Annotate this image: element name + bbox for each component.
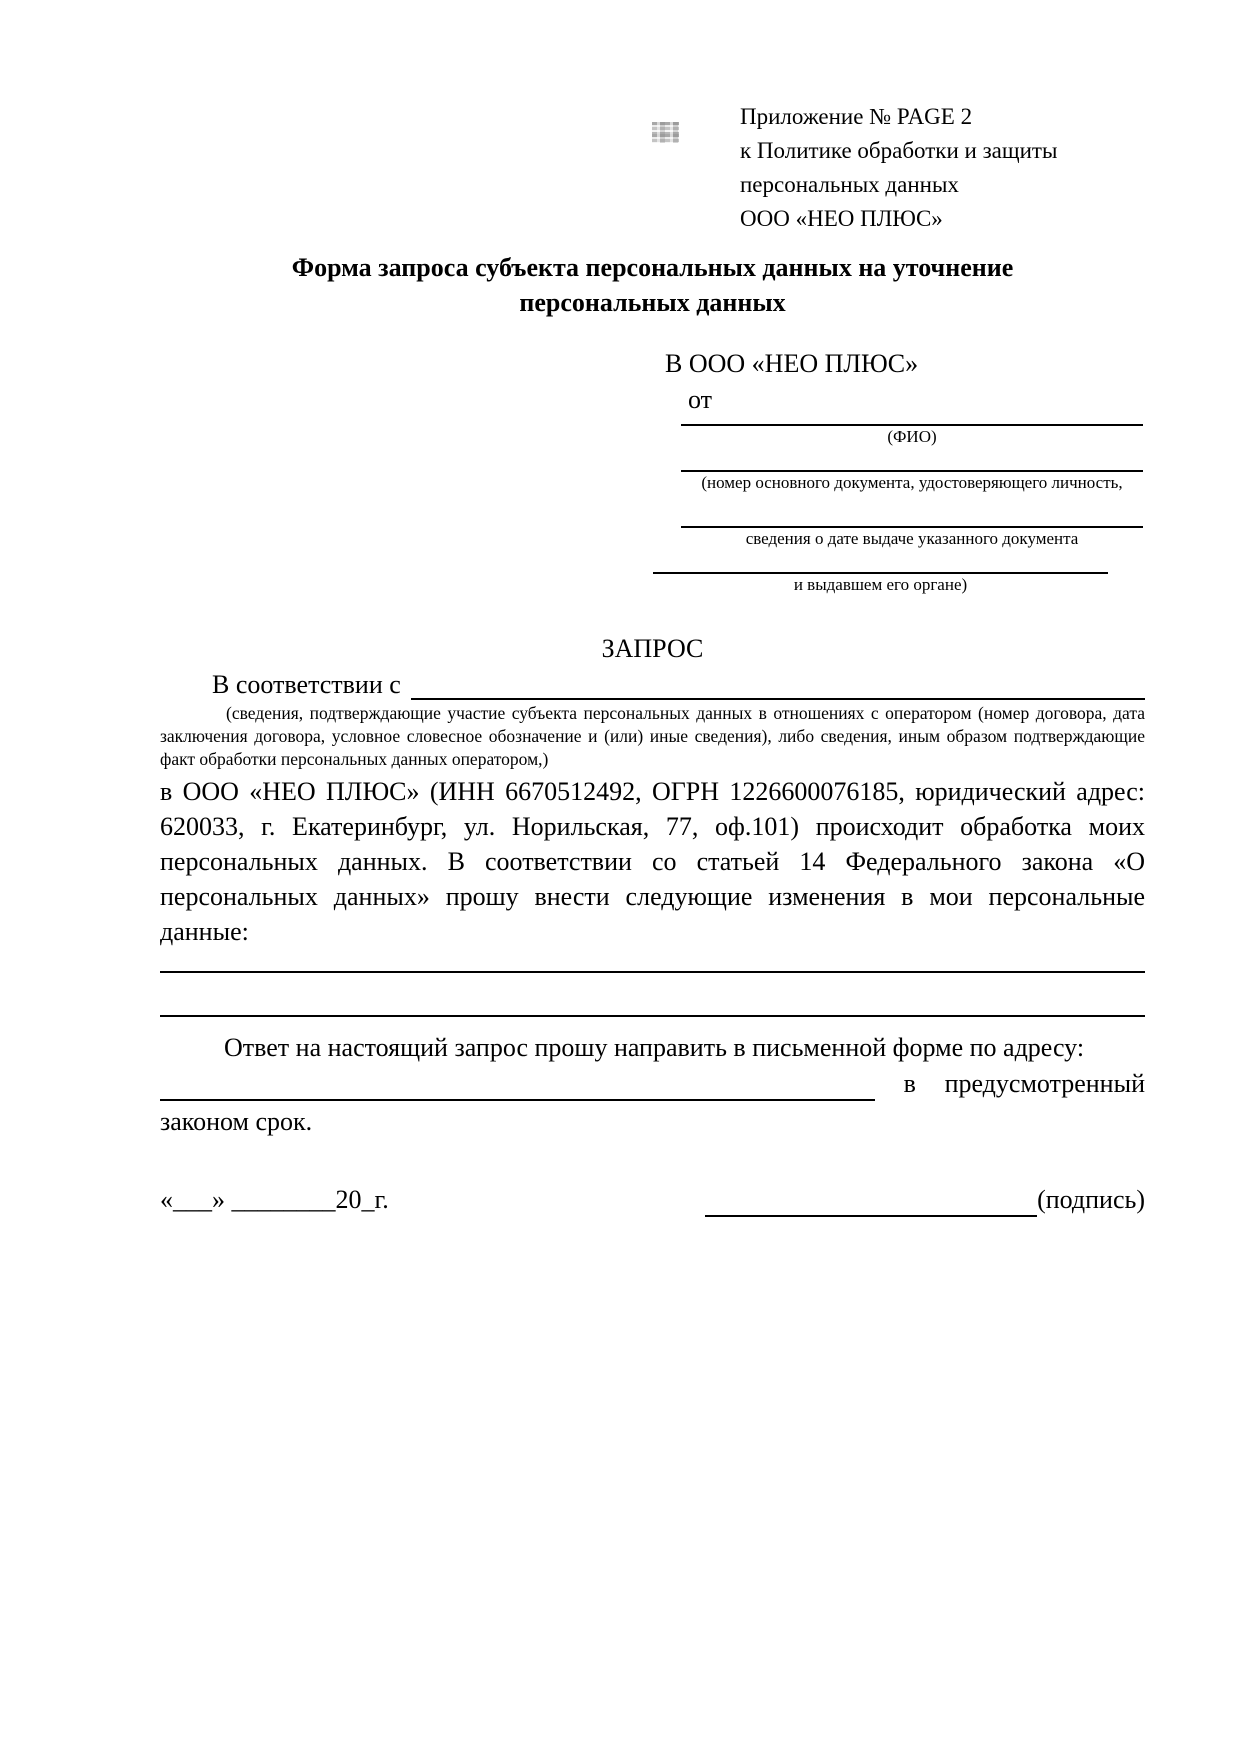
issue-date-caption: сведения о дате выдаче указанного документа	[745, 529, 1079, 548]
reply-term-text: законом срок.	[160, 1107, 313, 1136]
document-title: Форма запроса субъекта персональных данных на уточнение персональных данных	[291, 253, 1014, 317]
basis-fill-line	[411, 674, 1145, 700]
fio-caption: (ФИО)	[887, 427, 937, 446]
request-intro-label: В соответствии с	[212, 670, 401, 699]
request-heading: ЗАПРОС	[601, 634, 704, 663]
request-body-paragraph: в ООО «НЕО ПЛЮС» (ИНН 6670512492, ОГРН 1226600076185, юридический адрес: 620033, г. Екатеринбург, ул. Норильская, 77, оф.101) происходит обработка моих персональных данных. В соответствии со статьей 14 Федерального закона «О персональных данных» прошу внести следующие изменения в мои персональные данные:	[160, 777, 1145, 946]
reply-address-row	[160, 1067, 1145, 1101]
appendix-header-line: персональных данных	[740, 172, 959, 197]
addressee-from-label: от	[688, 385, 713, 414]
signature-fill-line	[705, 1191, 1037, 1217]
addressee-to: В ООО «НЕО ПЛЮС»	[665, 349, 919, 378]
issuing-authority-caption: и выдавшем его органе)	[793, 575, 968, 594]
issuing-authority-field	[653, 572, 1108, 596]
appendix-header-line: к Политике обработки и защиты	[740, 138, 1058, 163]
basis-footnote: (сведения, подтверждающие участие субъекта персональных данных в отношениях с оператором (номер договора, дата заключения договора, условное словесное обозначение и (или) иные сведения), либо сведения, иным образом подтверждающие факт обработки персональных данных оператором,)	[160, 703, 1145, 769]
reply-word: предусмотренный	[944, 1069, 1145, 1098]
appendix-header-line: ООО «НЕО ПЛЮС»	[740, 206, 943, 231]
signature-group	[705, 1183, 1145, 1217]
address-fill-line	[160, 1073, 875, 1101]
fio-field	[681, 424, 1143, 448]
appendix-header	[740, 100, 1140, 236]
reply-word: в	[903, 1069, 916, 1098]
appendix-header-line: Приложение № PAGE 2	[740, 104, 973, 129]
signature-caption: (подпись)	[1037, 1185, 1145, 1214]
document-content	[160, 0, 1145, 1217]
date-fill-text: «___» ________20_г.	[160, 1185, 389, 1214]
changes-fill-line	[160, 1015, 1145, 1017]
document-number-field	[681, 470, 1143, 494]
changes-fill-line	[160, 971, 1145, 973]
request-intro-row	[160, 670, 1145, 700]
document-number-caption: (номер основного документа, удостоверяющего личность,	[701, 473, 1123, 492]
issue-date-field	[681, 526, 1143, 550]
date-signature-row	[160, 1183, 1145, 1217]
reply-address-sentence: Ответ на настоящий запрос прошу направить в письменной форме по адресу:	[224, 1033, 1085, 1062]
